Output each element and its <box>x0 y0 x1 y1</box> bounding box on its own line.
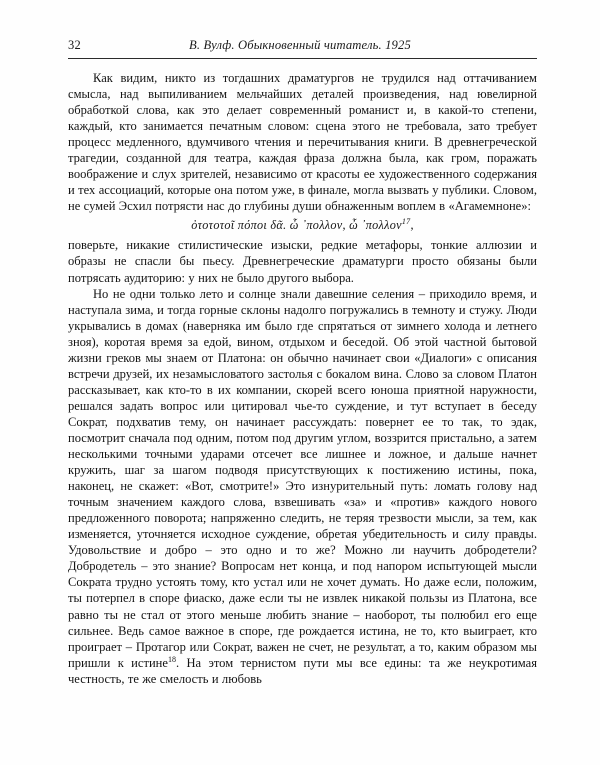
paragraph-3 <box>68 286 537 687</box>
paragraph-2: поверьте, никакие стилистические изыски, редкие метафоры, тонкие аллюзии и образы не спасли бы пьесу. Древнегреческие драматурги просто обязаны были потрясать аудиторию: у них не было другого выбора. <box>68 238 537 285</box>
greek-verse-text: ὀτοτοτοῖ πόποι δᾶ. ὦ ᾽πολλον, ὦ ᾽πολλον <box>191 218 402 233</box>
paragraph-3-text-a: Но не одни только лето и солнце знали давешние селения – приходило время, и наступала зима, и тогда горные склоны надолго погружались в темноту и стужу. Люди укрывались в домах (наверняка им было где спрятаться от зимнего холода и летнего зноя), коротая время за едой, вином, отдыхом и беседой. Об этой частной бытовой жизни греков мы знаем от Платона: он обычно начинает свои «Диалоги» с описания встречи друзей, их незамысловатого застолья с бокалом вина. Слово за словом Платон рассказывает, как кто-то в их компании, скорей всего юноша приятной наружности, решался задать вопрос или цитировал чье-то суждение, и тут вступает в беседу Сократ, подхватив тему, он начинает рассуждать: повернет ее то так, то эдак, посмотрит сначала под одним, потом под другим углом, воззрится пристально, а затем несколькими точными ударами отсечет все лишнее и ложное, и дальше начнет кружить, шаг за шагом подводя присутствующих к постижению истины, пока, наконец, не скажет: «Вот, смотрите!» Это изнурительный путь: ломать голову над точным значением каждого слова, взвешивать «за» и «против» каждого нового предложенного поворота; напряженно следить, не теряя трезвости мысли, за тем, как изменяется, уточняется исходное суждение, обретая убедительность и силу правды. Удовольствие и добро – это одно и то же? Можно ли научить добродетели? Добродетель – это знание? Вопросам нет конца, и под напором испытующей мысли Сократа трудно устоять тому, кто устал или не хочет думать. Но даже если, положим, ты потерпел в споре фиаско, даже если ты не извлек никакой пользы из Платона, все равно ты не стал от этого меньше любить знание – наоборот, ты полюбил его еще сильнее. Ведь самое важное в споре, где рождается истина, не то, кто выиграет, кто проиграет – Протагор или Сократ, важен не счет, не результат, а то, каким образом мы пришли к истине <box>68 286 537 670</box>
greek-verse-quotation <box>68 217 537 233</box>
greek-verse-tail: , <box>410 218 414 233</box>
running-head <box>68 38 537 56</box>
paragraph-1: Как видим, никто из тогдашних драматургов не трудился над оттачиванием смысла, над выпиливанием мельчайших деталей произведения, над ювелирной обработкой слова, как это делает современный романист и, в какой-то степени, каждый, кто занимается печатным словом: сцена этого не требовала, зато требует процесс медленного, вдумчивого чтения и перечитывания книги. В древнегреческой трагедии, созданной для театра, каждая фраза должна была, как гром, поражать воображение и слух зрителей, независимо от красоты ее художественного содержания и тех ассоциаций, которые она потом уже, в финале, могла вызвать у публики. Словом, не сумей Эсхил потрясти нас до глубины души обнаженным воплем в «Агамемноне»: <box>68 71 537 214</box>
footnote-marker-17: 17 <box>401 217 411 227</box>
header-rule-divider <box>68 58 537 59</box>
text-block <box>68 70 537 687</box>
paragraph-3-text-b: . На этом тернистом пути мы все едины: та же неукротимая честность, те же смелость и любовь <box>68 655 537 686</box>
running-title: В. Вулф. Обыкновенный читатель. 1925 <box>189 38 411 52</box>
page-number: 32 <box>68 38 81 52</box>
footnote-marker-18: 18 <box>167 654 176 664</box>
